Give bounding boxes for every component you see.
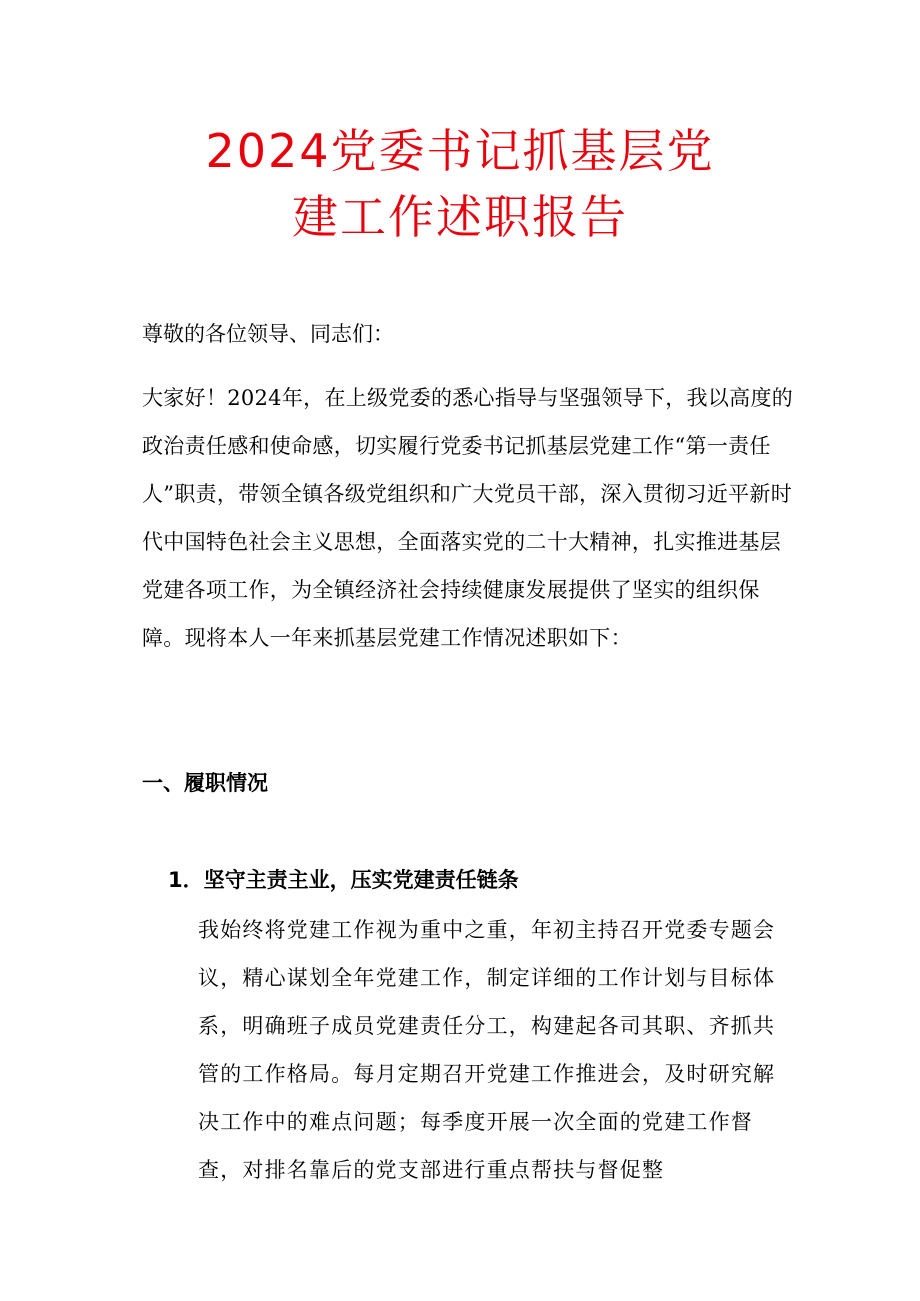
subsection-heading-1: 1．坚守主责主业，压实党建责任链条 [168,868,519,892]
document-title-line-2: 建工作述职报告 [292,190,628,244]
section-heading-duty-performance: 一、履职情况 [142,771,268,795]
greeting-paragraph: 尊敬的各位领导、同志们： [142,322,394,346]
subsection-1-body: 我始终将党建工作视为重中之重，年初主持召开党委专题会议，精心谋划全年党建工作，制定详细的工作计划与目标体系，明确班子成员党建责任分工，构建起各司其职、齐抓共管的工作格局。每月定期召开党建工作推进会，及时研究解决工作中的难点问题；每季度开展一次全面的党建工作督查，对排名靠后的党支部进行重点帮扶与督促整 [198,918,776,1182]
intro-paragraph: 大家好！2024年，在上级党委的悉心指导与坚强领导下，我以高度的政治责任感和使命感，切实履行党委书记抓基层党建工作“第一责任人”职责，带领全镇各级党组织和广大党员干部，深入贯彻习近平新时代中国特色社会主义思想，全面落实党的二十大精神，扎实推进基层党建各项工作，为全镇经济社会持续健康发展提供了坚实的组织保障。现将本人一年来抓基层党建工作情况述职如下： [142,386,794,650]
document-title-line-1: 2024党委书记抓基层党 [205,124,715,178]
